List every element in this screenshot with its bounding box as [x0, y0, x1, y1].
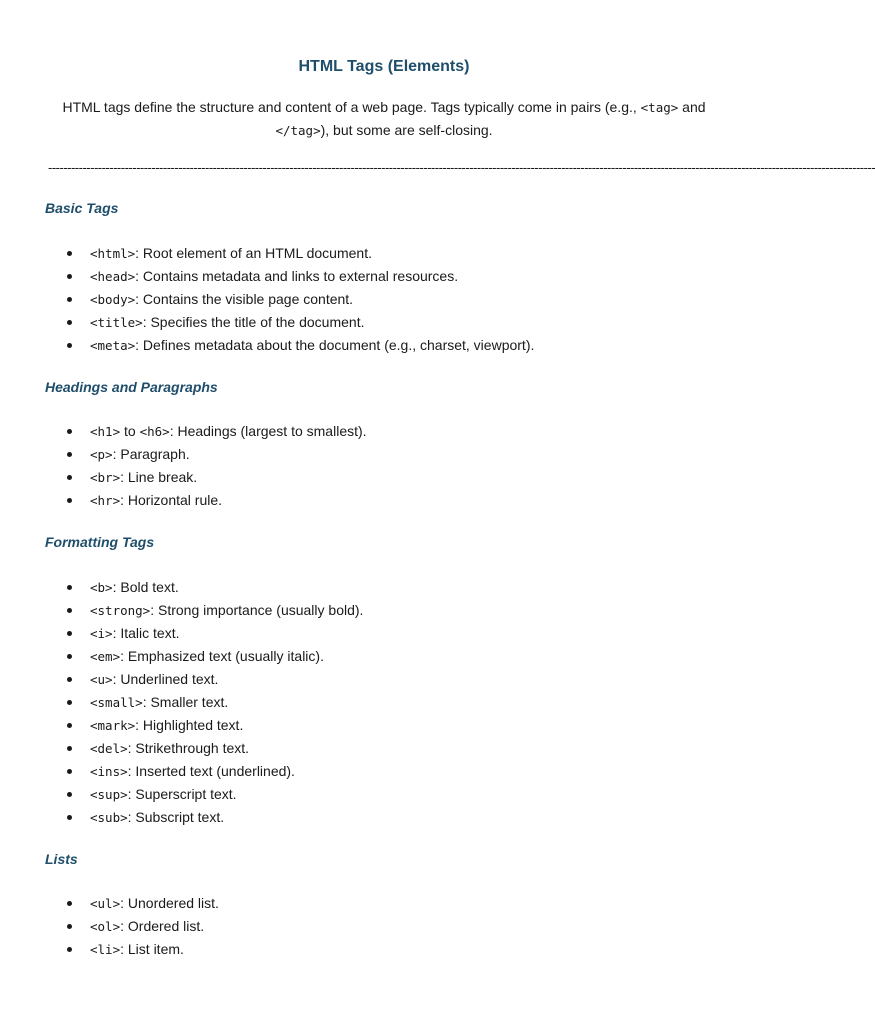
intro-code-close-tag: </tag> — [275, 123, 321, 138]
tag-description: : Highlighted text. — [135, 717, 244, 733]
tag-description: : Bold text. — [112, 579, 179, 595]
tag-code: <b> — [90, 580, 113, 595]
tag-code: <ol> — [90, 919, 121, 934]
list-item — [0, 576, 363, 599]
tag-code: <em> — [90, 649, 121, 664]
tag-code: <del> — [90, 741, 128, 756]
page-title: HTML Tags (Elements) — [298, 58, 470, 75]
tag-code: <strong> — [90, 603, 151, 618]
tag-description: : List item. — [120, 941, 184, 957]
list-item — [0, 806, 363, 829]
list-item — [0, 783, 363, 806]
section-heading-lists: Lists — [45, 851, 78, 867]
list-item — [0, 443, 367, 466]
section-heading-basic-tags: Basic Tags — [45, 200, 119, 216]
intro-text: and — [678, 99, 706, 115]
tag-description: : Specifies the title of the document. — [142, 314, 365, 330]
tag-code: <h6> — [139, 424, 170, 439]
list-item — [0, 938, 219, 961]
list-item — [0, 892, 219, 915]
tag-code: <ins> — [90, 764, 128, 779]
tag-description: : Root element of an HTML document. — [135, 245, 372, 261]
tag-description: : Strong importance (usually bold). — [150, 602, 364, 618]
list-item — [0, 737, 363, 760]
list-item — [0, 915, 219, 938]
tag-description: : Defines metadata about the document (e.g., charset, viewport). — [135, 337, 535, 353]
lists-tags-list — [0, 892, 219, 961]
tag-code: <hr> — [90, 493, 121, 508]
tag-description: : Contains metadata and links to external resources. — [135, 268, 459, 284]
list-item — [0, 760, 363, 783]
formatting-tags-list — [0, 576, 363, 829]
intro-paragraph — [44, 96, 724, 142]
list-item — [0, 311, 534, 334]
basic-tags-list — [0, 242, 534, 357]
intro-code-open-tag: <tag> — [640, 100, 679, 115]
tag-connector: to — [120, 423, 140, 439]
tag-description: : Smaller text. — [142, 694, 229, 710]
tag-description: : Strikethrough text. — [127, 740, 250, 756]
tag-description: : Superscript text. — [127, 786, 237, 802]
dashed-divider: ------------------------------------------------------------------------------------------------------------------------------------------------------------------------------------------------------------------------ — [48, 160, 875, 175]
tag-code: <p> — [90, 447, 113, 462]
tag-description: : Inserted text (underlined). — [127, 763, 295, 779]
tag-code: <u> — [90, 672, 113, 687]
list-item — [0, 622, 363, 645]
tag-description: : Line break. — [120, 469, 198, 485]
list-item — [0, 265, 534, 288]
tag-code: <mark> — [90, 718, 136, 733]
tag-code: <html> — [90, 246, 136, 261]
headings-paragraphs-list — [0, 420, 367, 512]
list-item — [0, 420, 367, 443]
tag-code: <head> — [90, 269, 136, 284]
tag-code: <sub> — [90, 810, 128, 825]
tag-code: <ul> — [90, 896, 121, 911]
list-item — [0, 334, 534, 357]
tag-code: <meta> — [90, 338, 136, 353]
tag-description: : Horizontal rule. — [120, 492, 223, 508]
tag-description: : Contains the visible page content. — [135, 291, 354, 307]
tag-description: : Subscript text. — [127, 809, 225, 825]
tag-description: : Emphasized text (usually italic). — [120, 648, 324, 664]
section-heading-formatting-tags: Formatting Tags — [45, 534, 155, 550]
list-item — [0, 691, 363, 714]
list-item — [0, 242, 534, 265]
list-item — [0, 288, 534, 311]
tag-code: <small> — [90, 695, 143, 710]
list-item — [0, 645, 363, 668]
tag-description: : Headings (largest to smallest). — [169, 423, 367, 439]
tag-code: <body> — [90, 292, 136, 307]
tag-description: : Italic text. — [112, 625, 180, 641]
list-item — [0, 466, 367, 489]
intro-text: ), but some are self-closing. — [320, 122, 493, 138]
list-item — [0, 714, 363, 737]
tag-description: : Unordered list. — [120, 895, 219, 911]
tag-code: <li> — [90, 942, 121, 957]
tag-code: <i> — [90, 626, 113, 641]
tag-code: <sup> — [90, 787, 128, 802]
tag-code: <title> — [90, 315, 143, 330]
section-heading-headings-paragraphs: Headings and Paragraphs — [45, 379, 218, 395]
tag-description: : Underlined text. — [112, 671, 219, 687]
list-item — [0, 489, 367, 512]
list-item — [0, 599, 363, 622]
list-item — [0, 668, 363, 691]
tag-code: <h1> — [90, 424, 121, 439]
tag-description: : Ordered list. — [120, 918, 205, 934]
intro-text: HTML tags define the structure and content of a web page. Tags typically come in pairs (e.g., — [62, 99, 641, 115]
tag-code: <br> — [90, 470, 121, 485]
tag-description: : Paragraph. — [112, 446, 190, 462]
